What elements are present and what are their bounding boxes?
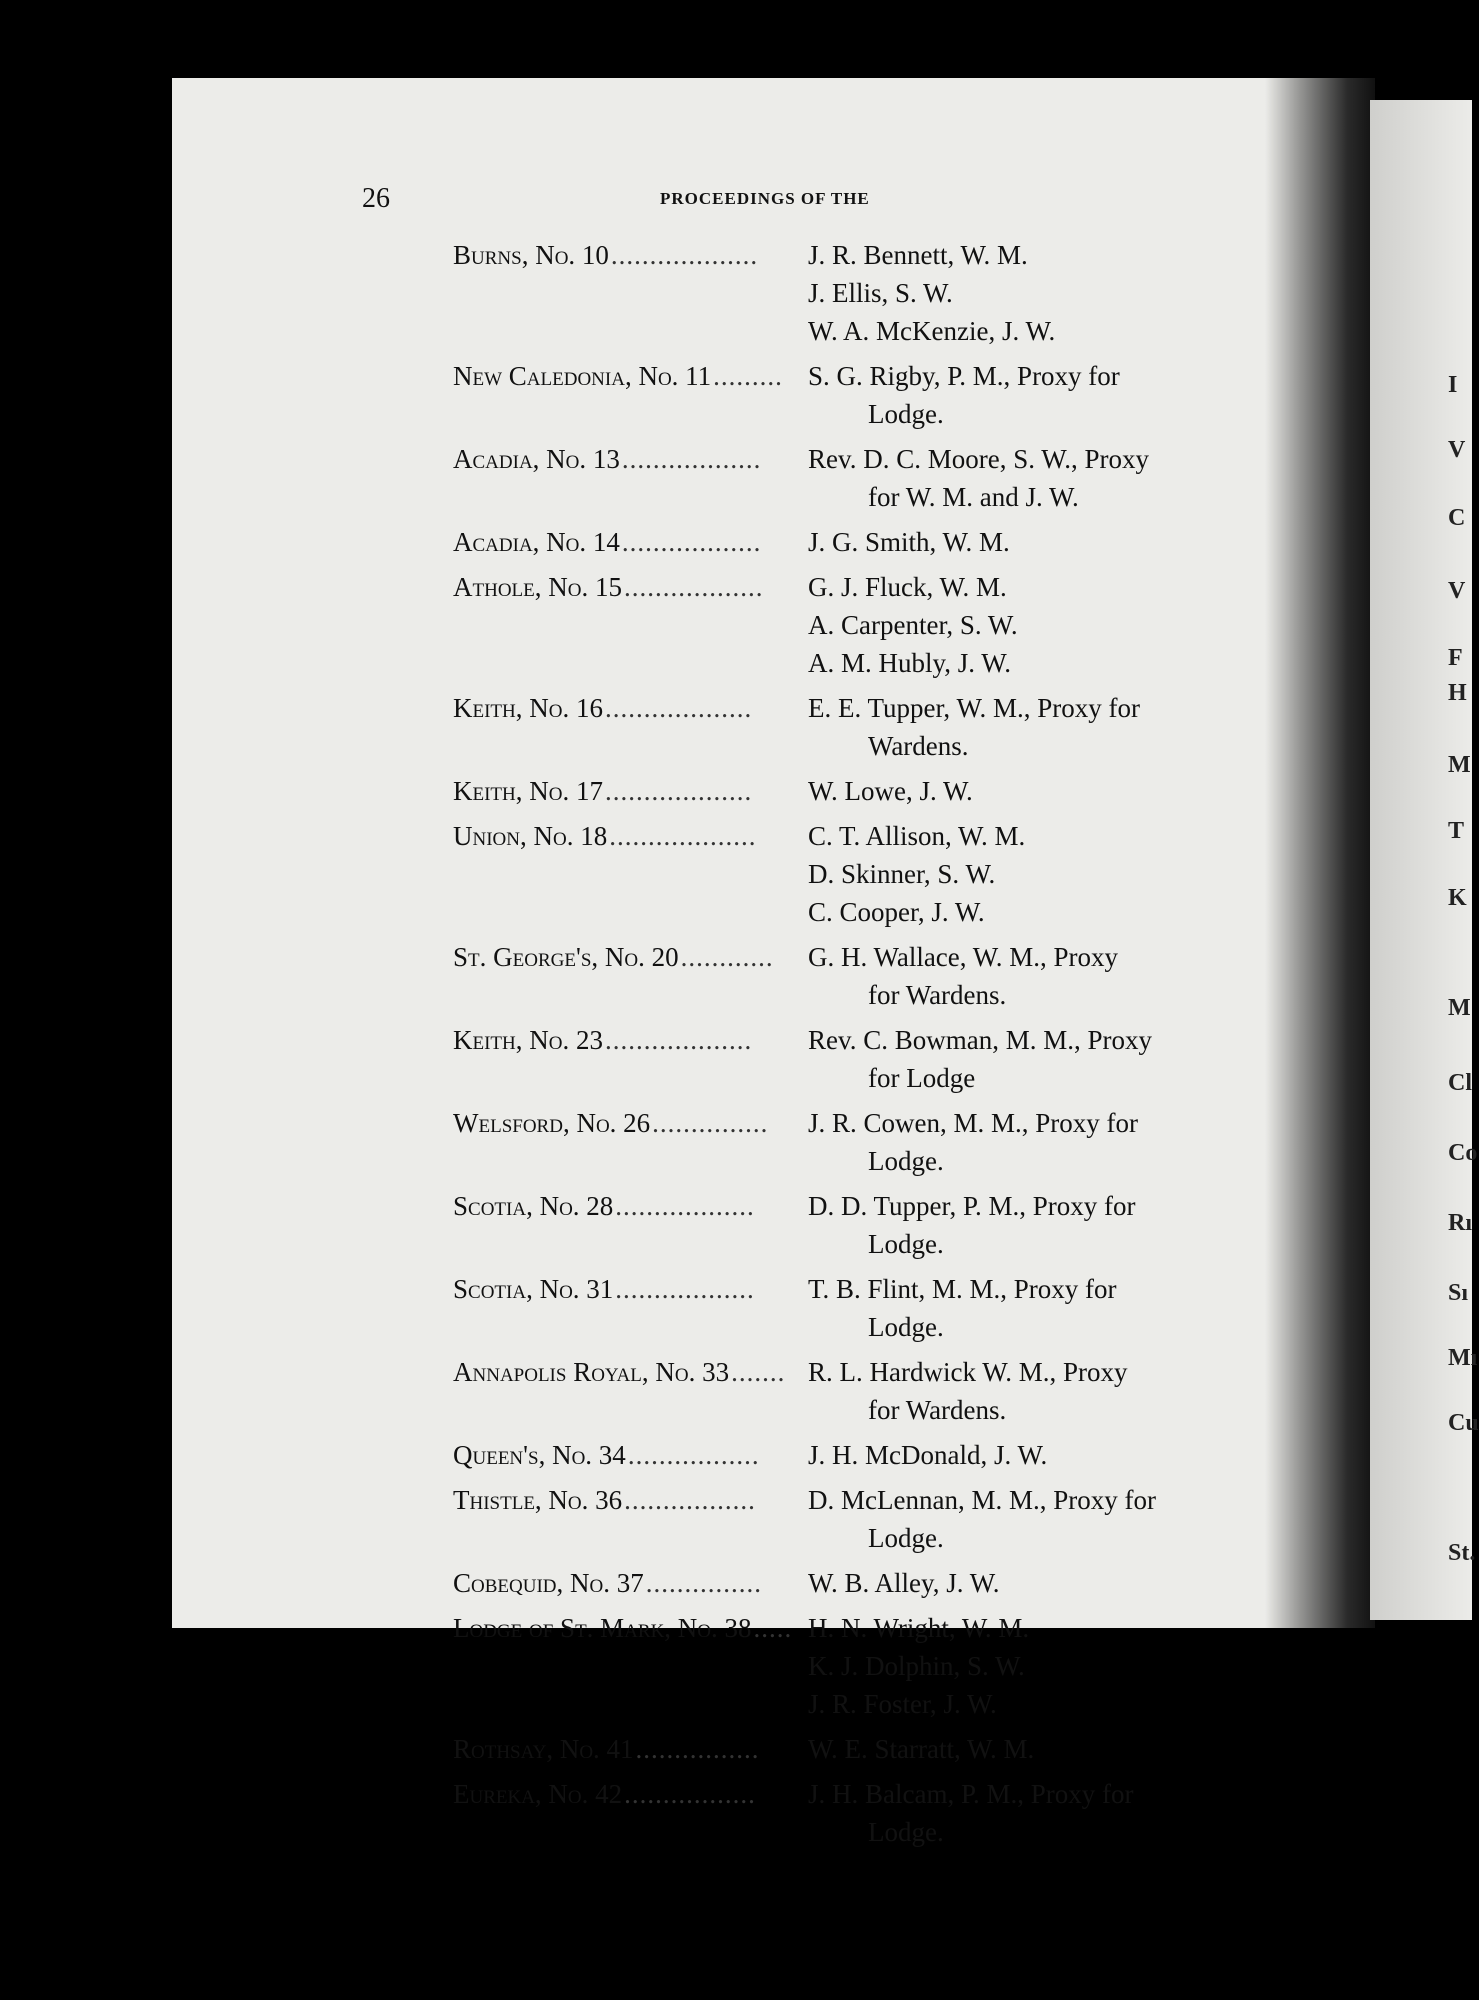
dot-leader: ......... [713, 361, 783, 391]
representative-line: Lodge. [868, 1312, 944, 1342]
facing-page-fragment: Mı [1448, 1345, 1478, 1371]
running-title: PROCEEDINGS OF THE [660, 189, 870, 208]
lodge-name: New Caledonia, No. 11 [453, 361, 712, 391]
lodge-name: Acadia, No. 13 [453, 444, 620, 474]
facing-page-fragment: Cl [1448, 1070, 1472, 1096]
representative-line: C. Cooper, J. W. [808, 897, 985, 927]
dot-leader: ................... [610, 240, 759, 270]
dot-leader: .................. [621, 527, 762, 557]
representative-line: for W. M. and J. W. [868, 482, 1079, 512]
dot-leader: ................... [604, 776, 753, 806]
representative: W. E. Starratt, W. M. [808, 1734, 1035, 1764]
representative-line: for Wardens. [868, 1395, 1007, 1425]
representative: T. B. Flint, M. M., Proxy for [808, 1274, 1117, 1304]
dot-leader: ............... [652, 1108, 769, 1138]
representative: J. H. Balcam, P. M., Proxy for [808, 1779, 1134, 1809]
representative-line: Lodge. [868, 1146, 944, 1176]
representative: S. G. Rigby, P. M., Proxy for [808, 361, 1120, 391]
facing-page-fragment: Co [1448, 1140, 1478, 1166]
dot-leader: ................. [627, 1440, 760, 1470]
facing-page [1370, 100, 1472, 1620]
lodge-name: Eureka, No. 42 [453, 1779, 623, 1809]
representative: G. H. Wallace, W. M., Proxy [808, 942, 1119, 972]
dot-leader: ..... [753, 1613, 793, 1643]
lodge-name: Scotia, No. 31 [453, 1274, 614, 1304]
dot-leader: ....... [731, 1357, 786, 1387]
representative-line: D. Skinner, S. W. [808, 859, 996, 889]
facing-page-fragment: F [1448, 645, 1463, 671]
facing-page-fragment: H [1448, 680, 1467, 706]
representative-line: A. M. Hubly, J. W. [808, 648, 1012, 678]
dot-leader: ................. [624, 1779, 756, 1809]
representative: D. McLennan, M. M., Proxy for [808, 1485, 1156, 1515]
dot-leader: ................ [635, 1734, 760, 1764]
representative-line: J. Ellis, S. W. [808, 278, 953, 308]
book-page [172, 78, 1297, 1628]
dot-leader: ................... [609, 821, 757, 851]
representative-line: A. Carpenter, S. W. [808, 610, 1018, 640]
lodge-name: Keith, No. 16 [453, 693, 603, 723]
facing-page-fragment: Cu [1448, 1410, 1479, 1436]
lodge-name: Keith, No. 23 [453, 1025, 603, 1055]
representative: W. B. Alley, J. W. [808, 1568, 1000, 1598]
lodge-name: Keith, No. 17 [453, 776, 603, 806]
dot-leader: .................. [615, 1274, 755, 1304]
facing-page-fragment: C [1448, 505, 1466, 531]
representative: J. H. McDonald, J. W. [808, 1440, 1048, 1470]
facing-page-fragment: St. [1448, 1540, 1476, 1566]
facing-page-fragment: V [1448, 578, 1466, 604]
dot-leader: .................. [621, 444, 762, 474]
facing-page-fragment: Sı [1448, 1280, 1469, 1306]
representative-line: Lodge. [868, 399, 944, 429]
lodge-name: Lodge of St. Mark, No. 38 [453, 1613, 752, 1643]
representative: Rev. D. C. Moore, S. W., Proxy [808, 444, 1150, 474]
representative-line: J. R. Foster, J. W. [808, 1689, 997, 1719]
representative: E. E. Tupper, W. M., Proxy for [808, 693, 1140, 723]
facing-page-fragment: I [1448, 372, 1458, 398]
representative: G. J. Fluck, W. M. [808, 572, 1007, 602]
representative: C. T. Allison, W. M. [808, 821, 1026, 851]
representative: H. N. Wright, W. M. [808, 1613, 1030, 1643]
lodge-name: St. George's, No. 20 [453, 942, 679, 972]
lodge-name: Annapolis Royal, No. 33 [453, 1357, 730, 1387]
lodge-name: Welsford, No. 26 [453, 1108, 651, 1138]
lodge-name: Union, No. 18 [453, 821, 608, 851]
representative: J. R. Bennett, W. M. [808, 240, 1028, 270]
representative: J. R. Cowen, M. M., Proxy for [808, 1108, 1139, 1138]
lodge-name: Scotia, No. 28 [453, 1191, 614, 1221]
lodge-name: Cobequid, No. 37 [453, 1568, 644, 1598]
representative-line: Lodge. [868, 1229, 944, 1259]
page-number: 26 [362, 183, 390, 214]
lodge-name: Thistle, No. 36 [453, 1485, 623, 1515]
representative: J. G. Smith, W. M. [808, 527, 1010, 557]
dot-leader: .................. [623, 572, 764, 602]
book-gutter [1265, 78, 1375, 1628]
facing-page-fragment: M [1448, 752, 1471, 778]
facing-page-fragment: V [1448, 437, 1466, 463]
lodge-name: Rothsay, No. 41 [453, 1734, 634, 1764]
dot-leader: ............ [680, 942, 774, 972]
facing-page-fragment: T [1448, 818, 1465, 844]
dot-leader: .................. [615, 1191, 755, 1221]
lodge-name: Burns, No. 10 [453, 240, 609, 270]
page-header [0, 183, 1472, 213]
representative-line: for Lodge [868, 1063, 976, 1093]
representative: Rev. C. Bowman, M. M., Proxy [808, 1025, 1153, 1055]
representative-line: Lodge. [868, 1523, 944, 1553]
facing-page-fragment: Rı [1448, 1210, 1472, 1236]
representative: W. Lowe, J. W. [808, 776, 973, 806]
representative-line: for Wardens. [868, 980, 1007, 1010]
dot-leader: ................... [604, 1025, 753, 1055]
dot-leader: ................... [604, 693, 753, 723]
dot-leader: ................. [624, 1485, 756, 1515]
lodge-name: Acadia, No. 14 [453, 527, 620, 557]
facing-page-fragment: K [1448, 885, 1467, 911]
representative-line: W. A. McKenzie, J. W. [808, 316, 1056, 346]
representative-line: K. J. Dolphin, S. W. [808, 1651, 1025, 1681]
lodge-name: Athole, No. 15 [453, 572, 622, 602]
representative: D. D. Tupper, P. M., Proxy for [808, 1191, 1136, 1221]
representative-line: Wardens. [868, 731, 969, 761]
representative-line: Lodge. [868, 1817, 944, 1847]
lodge-name: Queen's, No. 34 [453, 1440, 626, 1470]
representative: R. L. Hardwick W. M., Proxy [808, 1357, 1128, 1387]
dot-leader: ............... [645, 1568, 762, 1598]
facing-page-fragment: M [1448, 995, 1471, 1021]
